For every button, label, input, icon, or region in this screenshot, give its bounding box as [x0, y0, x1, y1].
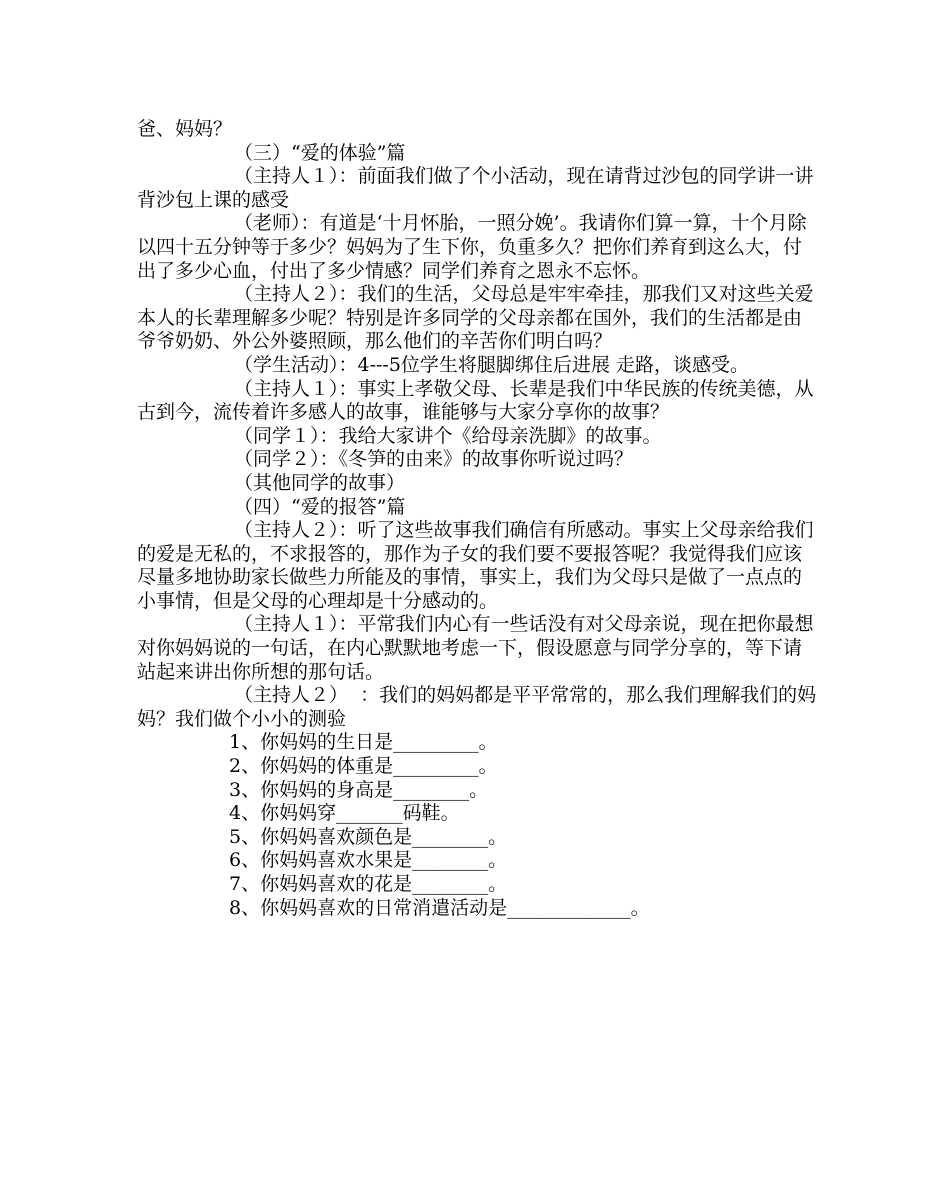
paragraph: （主持人１）：前面我们做了个小活动，现在请背过沙包的同学讲一讲背沙包上课的感受 [137, 165, 814, 211]
section-heading: （四）“爱的报答”篇 [234, 495, 406, 518]
quiz-item: 1、你妈妈的生日是_________。 [229, 731, 498, 754]
paragraph: （同学１）：我给大家讲个《给母亲洗脚》的故事。 [234, 424, 662, 447]
section-heading: （三）“爱的体验”篇 [234, 141, 406, 164]
quiz-item: 8、你妈妈喜欢的日常消遣活动是_____________。 [229, 896, 650, 919]
paragraph: （主持人２）：听了这些故事我们确信有所感动。事实上父母亲给我们的爱是无私的，不求报答的，那作为子女的我们要不要报答呢？我觉得我们应该尽量多地协助家长做些力所能及的事情，事实上，我们为父母只是做了一点点的小事情，但是父母的心理却是十分感动的。 [137, 519, 814, 612]
quiz-item: 6、你妈妈喜欢水果是________。 [229, 849, 508, 872]
paragraph: （学生活动）：4---5位学生将腿脚绑住后进展 走路，谈感受。 [234, 353, 749, 376]
paragraph: （主持人２）：我们的生活，父母总是牢牢牵挂，那我们又对这些关爱本人的长辈理解多少呢？特别是许多同学的父母亲都在国外，我们的生活都是由爷爷奶奶、外公外婆照顾，那么他们的辛苦你们明白吗？ [137, 283, 814, 353]
quiz-item: 2、你妈妈的体重是_________。 [229, 755, 498, 778]
quiz-item: 3、你妈妈的身高是________。 [229, 778, 489, 801]
paragraph: 爸、妈妈？ [137, 118, 233, 140]
paragraph: （老师）：有道是‘十月怀胎，一照分娩’。我请你们算一算，十个月除以四十五分钟等于多少？妈妈为了生下你，负重多久？把你们养育到这么大，付出了多少心血，付出了多少情感？同学们养育之恩永不忘怀。 [137, 212, 807, 282]
quiz-item: 7、你妈妈喜欢的花是________。 [229, 873, 508, 895]
document-body [137, 118, 817, 920]
quiz-list [137, 731, 817, 920]
paragraph: （主持人１）：平常我们内心有一些话没有对父母亲说，现在把你最想对你妈妈说的一句话，在内心默默地考虑一下，假设愿意与同学分享的，等下请站起来讲出你所想的那句话。 [137, 613, 814, 683]
quiz-item: 5、你妈妈喜欢颜色是________。 [229, 825, 508, 848]
paragraph: （其他同学的故事） [234, 471, 406, 494]
quiz-item: 4、你妈妈穿_______码鞋。 [229, 802, 460, 825]
paragraph: （主持人２） ：我们的妈妈都是平平常常的，那么我们理解我们的妈妈？我们做个小小的测验 [137, 684, 817, 730]
paragraph: （主持人１）：事实上孝敬父母、长辈是我们中华民族的传统美德，从古到今，流传着许多感人的故事，谁能够与大家分享你的故事？ [137, 377, 814, 424]
paragraph: （同学２）：《冬笋的由来》的故事你听说过吗？ [234, 448, 634, 471]
